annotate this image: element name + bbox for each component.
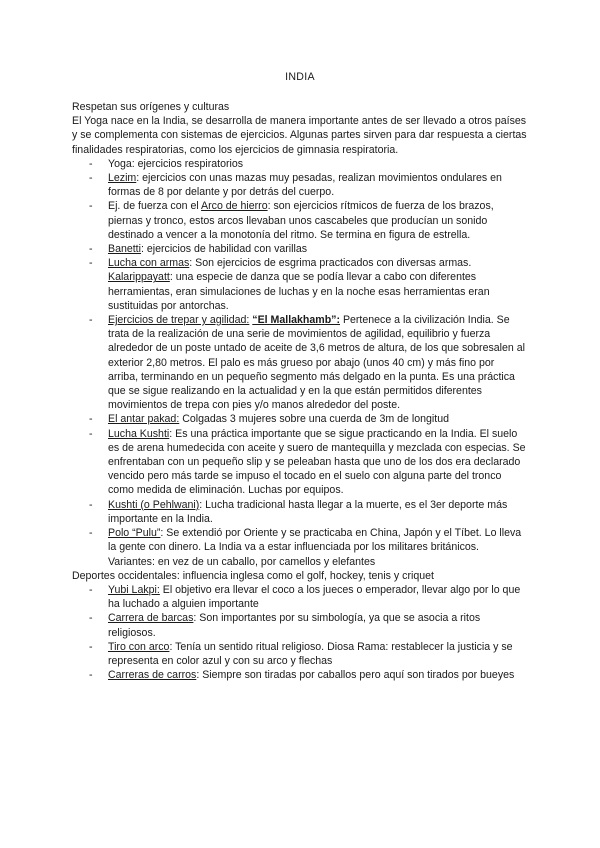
item-term: Lezim bbox=[108, 172, 137, 185]
document-body bbox=[72, 100, 527, 682]
intro-paragraph: El Yoga nace en la India, se desarrolla de manera importante antes de ser llevado a otros países y se complementa con sistemas de ejercicios. Algunas partes sirven para dar respuesta a ciertas finalidades respiratorias, como los ejercicios de gimnasia respiratoria. bbox=[72, 115, 527, 156]
page-title: INDIA bbox=[285, 71, 315, 83]
list-item-banetti bbox=[72, 242, 527, 256]
western-heading: Deportes occidentales: influencia inglesa como el golf, hockey, tenis y criquet bbox=[72, 569, 434, 582]
list-item-tiro-con-arco bbox=[72, 640, 527, 668]
item-text: : Son ejercicios de esgrima practicados con diversas armas. bbox=[189, 257, 472, 270]
list-item-mallakhamb bbox=[72, 313, 527, 412]
item-subtext: : una especie de danza que se podía llevar a cabo con diferentes herramientas, eran simulaciones de luchas y en la noche esas herramientas eran sustituidas por antorchas. bbox=[108, 271, 490, 312]
item-term: Lucha Kushti bbox=[108, 427, 170, 440]
item-term: Kushti (o Pehlwani) bbox=[108, 498, 200, 511]
item-text: : Siempre son tiradas por caballos pero aquí son tirados por bueyes bbox=[196, 669, 515, 682]
list-item-carreras-de-carros bbox=[72, 668, 527, 682]
list-item-antar-pakad bbox=[72, 412, 527, 426]
item-text: Colgadas 3 mujeres sobre una cuerda de 3m de longitud bbox=[179, 413, 449, 426]
item-text: Yoga: ejercicios respiratorios bbox=[108, 157, 244, 170]
item-term: Arco de hierro bbox=[201, 200, 268, 213]
item-text: : ejercicios de habilidad con varillas bbox=[140, 243, 308, 256]
item-term: Ejercicios de trepar y agilidad: bbox=[108, 314, 250, 327]
item-text: : ejercicios con unas mazas muy pesadas, realizan movimientos ondulares en formas de 8 por delante y por detrás del cuerpo. bbox=[108, 172, 502, 199]
item-term: Carreras de carros bbox=[108, 669, 197, 682]
item-term: Polo “Pulu” bbox=[108, 527, 161, 540]
item-text: : Son importantes por su simbología, ya que se asocia a ritos religiosos. bbox=[108, 612, 481, 639]
list-item-lucha-kushti bbox=[72, 427, 527, 498]
list-item-lezim bbox=[72, 171, 527, 199]
list-item-yubi-lakpi bbox=[72, 583, 527, 611]
item-term: Carrera de barcas bbox=[108, 612, 194, 625]
list-item-carrera-de-barcas bbox=[72, 611, 527, 639]
western-list bbox=[72, 583, 527, 682]
list-item-polo bbox=[72, 526, 527, 569]
item-term: Banetti bbox=[108, 243, 141, 256]
item-term: Lucha con armas bbox=[108, 257, 190, 270]
item-text: El objetivo era llevar el coco a los jueces o emperador, llevar algo por lo que ha luchado a alguien importante bbox=[108, 583, 521, 611]
item-prefix: Ej. de fuerza con el bbox=[108, 200, 202, 213]
yoga-list bbox=[72, 157, 527, 569]
item-text: : Es una práctica importante que se sigue practicando en la India. El suelo es de arena humedecida con aceite y suero de mantequilla y mezclada con especias. Se enfrentaban con un pequeño slip y se peleaban hasta que uno de los dos era declarado vencido pero más tarde se impuso el tocado en el suelo con alguna parte del tronco como medida de eliminación. Luchas por equipos. bbox=[108, 427, 526, 497]
list-item-arco-de-hierro bbox=[72, 199, 527, 242]
item-term: Yubi Lakpi: bbox=[108, 583, 160, 596]
list-item-lucha-con-armas bbox=[72, 256, 527, 313]
item-text: : Se extendió por Oriente y se practicaba en China, Japón y el Tíbet. Lo lleva la gente con dinero. La India va a estar influenciada por los militares británicos. Variantes: en vez de un caballo, por camellos y elefantes bbox=[108, 527, 522, 568]
item-text: : Lucha tradicional hasta llegar a la muerte, es el 3er deporte más importante en la India. bbox=[108, 498, 508, 525]
item-term: El antar pakad: bbox=[108, 413, 180, 426]
item-bold-term: “El Mallakhamb”: bbox=[252, 314, 340, 327]
intro-heading: Respetan sus orígenes y culturas bbox=[72, 101, 230, 113]
item-subterm: Kalarippayatt bbox=[108, 271, 170, 284]
item-text: : son ejercicios rítmicos de fuerza de los brazos, piernas y tronco, estos arcos llevaban unos cascabeles que producían un sonido destinado a vencer a la monotonía del ritmo. Se termina en figura de estrella. bbox=[108, 200, 494, 241]
list-item-kushti-pehlwani bbox=[72, 498, 527, 526]
item-text: : Tenía un sentido ritual religioso. Diosa Rama: restablecer la justicia y se representa en color azul y con su arco y flechas bbox=[108, 640, 513, 667]
list-item-yoga bbox=[72, 157, 527, 171]
item-term: Tiro con arco bbox=[108, 640, 170, 653]
item-text: Pertenece a la civilización India. Se trata de la realización de una serie de movimientos de agilidad, equilibrio y fuerza alrededor de un poste untado de aceite de 3,6 metros de altura, de los que sobresalen al exterior 2,80 metros. El palo es más grueso por abajo (unos 40 cm) y más fino por arriba, terminando en un pequeño segmento más delgado en la punta. Es una práctica que se sigue realizando en la actualidad y en la que están permitidos diferentes movimientos de trepa con pies y/o manos alrededor del poste. bbox=[108, 314, 525, 412]
